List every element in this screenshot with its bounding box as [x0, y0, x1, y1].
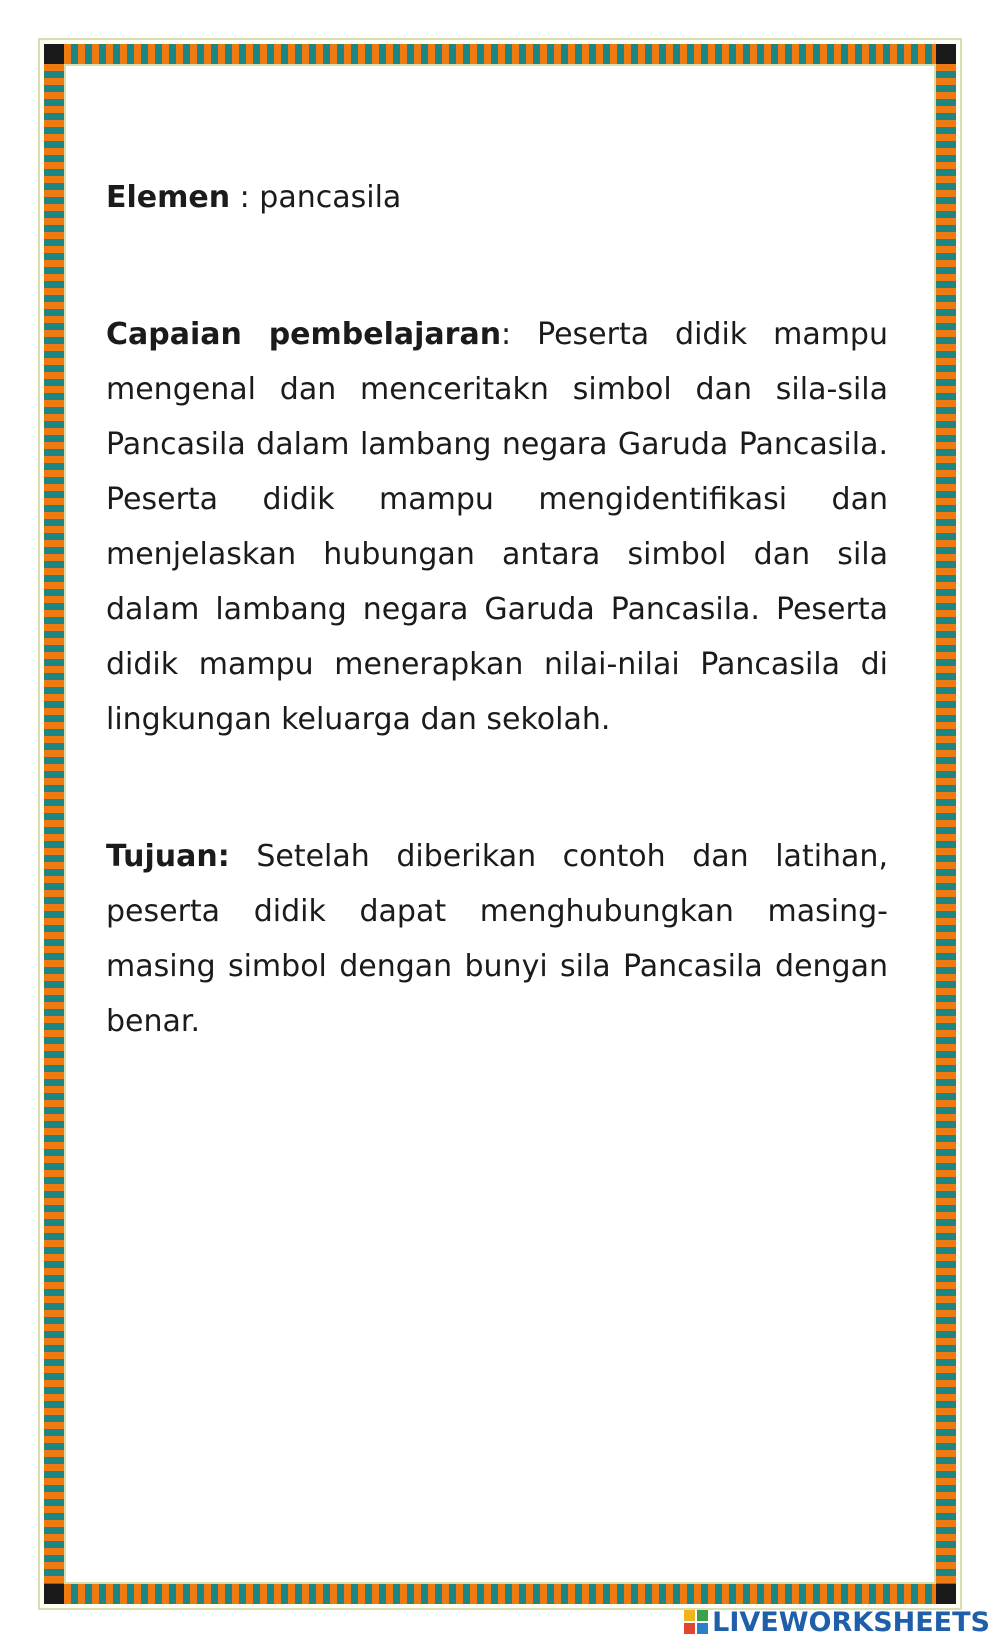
tujuan-text: Setelah diberikan contoh dan latihan, peserta didik dapat menghubungkan masing-masing simbol dengan bunyi sila Pancasila dengan benar.: [106, 839, 888, 1039]
tujuan-separator: [230, 839, 257, 874]
capaian-paragraph: [106, 307, 888, 747]
tujuan-label: Tujuan:: [106, 839, 230, 874]
border-bottom: [64, 1584, 936, 1604]
capaian-label: Capaian pembelajaran: [106, 317, 502, 352]
border-corner-bottom-right: [936, 1584, 956, 1604]
border-right: [936, 64, 956, 1584]
border-left: [44, 64, 64, 1584]
document-body: [106, 170, 888, 1049]
border-corner-top-right: [936, 44, 956, 64]
tujuan-paragraph: [106, 829, 888, 1049]
border-top: [64, 44, 936, 64]
capaian-text: Peserta didik mampu mengenal dan menceritakn simbol dan sila-sila Pancasila dalam lambang negara Garuda Pancasila. Peserta didik mampu mengidentifikasi dan menjelaskan hubungan antara simbol dan sila dalam lambang negara Garuda Pancasila. Peserta didik mampu menerapkan nilai-nilai Pancasila di lingkungan keluarga dan sekolah.: [106, 317, 888, 737]
elemen-value: pancasila: [259, 180, 402, 215]
elemen-paragraph: [106, 170, 888, 225]
watermark-text: LIVEWORKSHEETS: [712, 1606, 990, 1638]
border-corner-top-left: [44, 44, 64, 64]
elemen-label: Elemen: [106, 180, 231, 215]
elemen-separator: :: [230, 180, 260, 215]
liveworksheets-watermark: [684, 1605, 990, 1639]
capaian-separator: :: [501, 317, 538, 352]
border-corner-bottom-left: [44, 1584, 64, 1604]
liveworksheets-logo-icon: [684, 1610, 708, 1634]
